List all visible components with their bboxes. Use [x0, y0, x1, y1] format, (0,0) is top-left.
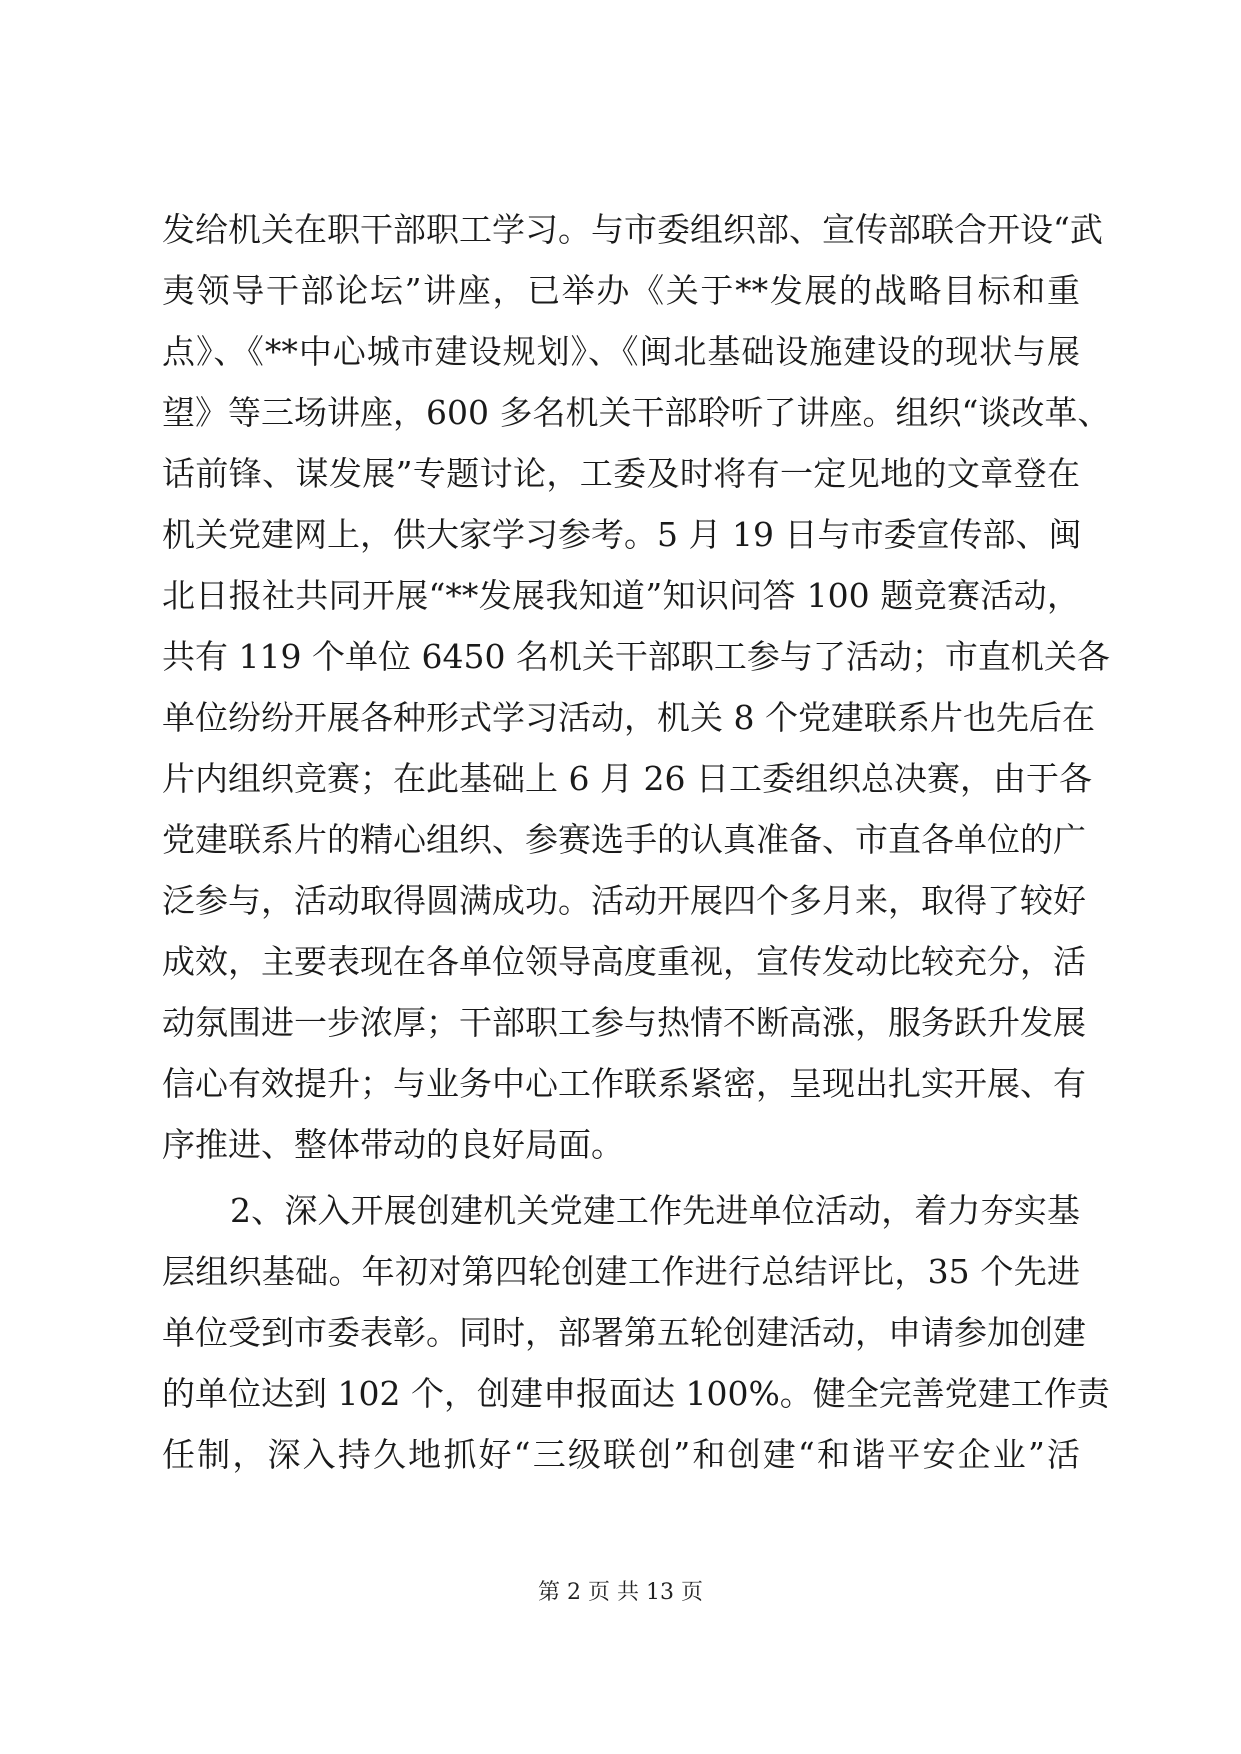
text-line: 机关党建网上，供大家学习参考。5 月 19 日与市委宣传部、闽: [162, 515, 1082, 554]
page-footer: 第 2 页 共 13 页: [538, 1580, 703, 1605]
text-line: 片内组织竞赛；在此基础上 6 月 26 日工委组织总决赛，由于各: [162, 759, 1092, 798]
text-line: 信心有效提升；与业务中心工作联系紧密，呈现出扎实开展、有: [162, 1064, 1086, 1103]
text-line: 任制，深入持久地抓好“三级联创”和创建“和谐平安企业”活: [162, 1435, 1080, 1474]
text-line: 的单位达到 102 个，创建申报面达 100%。健全完善党建工作责: [162, 1374, 1110, 1413]
text-line: 单位受到市委表彰。同时，部署第五轮创建活动，申请参加创建: [162, 1313, 1086, 1352]
text-line: 点》、《**中心城市建设规划》、《闽北基础设施建设的现状与展: [162, 332, 1080, 371]
text-line: 动氛围进一步浓厚；干部职工参与热情不断高涨，服务跃升发展: [162, 1003, 1086, 1042]
text-line: 北日报社共同开展“**发展我知道”知识问答 100 题竞赛活动，: [162, 576, 1080, 615]
text-line: 序推进、整体带动的良好局面。: [162, 1125, 624, 1164]
text-line: 共有 119 个单位 6450 名机关干部职工参与了活动；市直机关各: [162, 637, 1110, 676]
text-line: 成效，主要表现在各单位领导高度重视，宣传发动比较充分，活: [162, 942, 1086, 981]
text-line: 望》等三场讲座，600 多名机关干部聆听了讲座。组织“谈改革、: [162, 393, 1111, 432]
text-line: 话前锋、谋发展”专题讨论，工委及时将有一定见地的文章登在: [162, 454, 1080, 493]
text-line: 单位纷纷开展各种形式学习活动，机关 8 个党建联系片也先后在: [162, 698, 1095, 737]
paragraph-first-line: 2、深入开展创建机关党建工作先进单位活动，着力夯实基: [230, 1191, 1080, 1230]
text-line: 泛参与，活动取得圆满成功。活动开展四个多月来，取得了较好: [162, 881, 1086, 920]
text-line: 夷领导干部论坛”讲座，已举办《关于**发展的战略目标和重: [162, 271, 1080, 310]
text-line: 层组织基础。年初对第四轮创建工作进行总结评比，35 个先进: [162, 1252, 1080, 1291]
text-line: 党建联系片的精心组织、参赛选手的认真准备、市直各单位的广: [162, 820, 1086, 859]
text-line: 发给机关在职干部职工学习。与市委组织部、宣传部联合开设“武: [162, 210, 1103, 249]
